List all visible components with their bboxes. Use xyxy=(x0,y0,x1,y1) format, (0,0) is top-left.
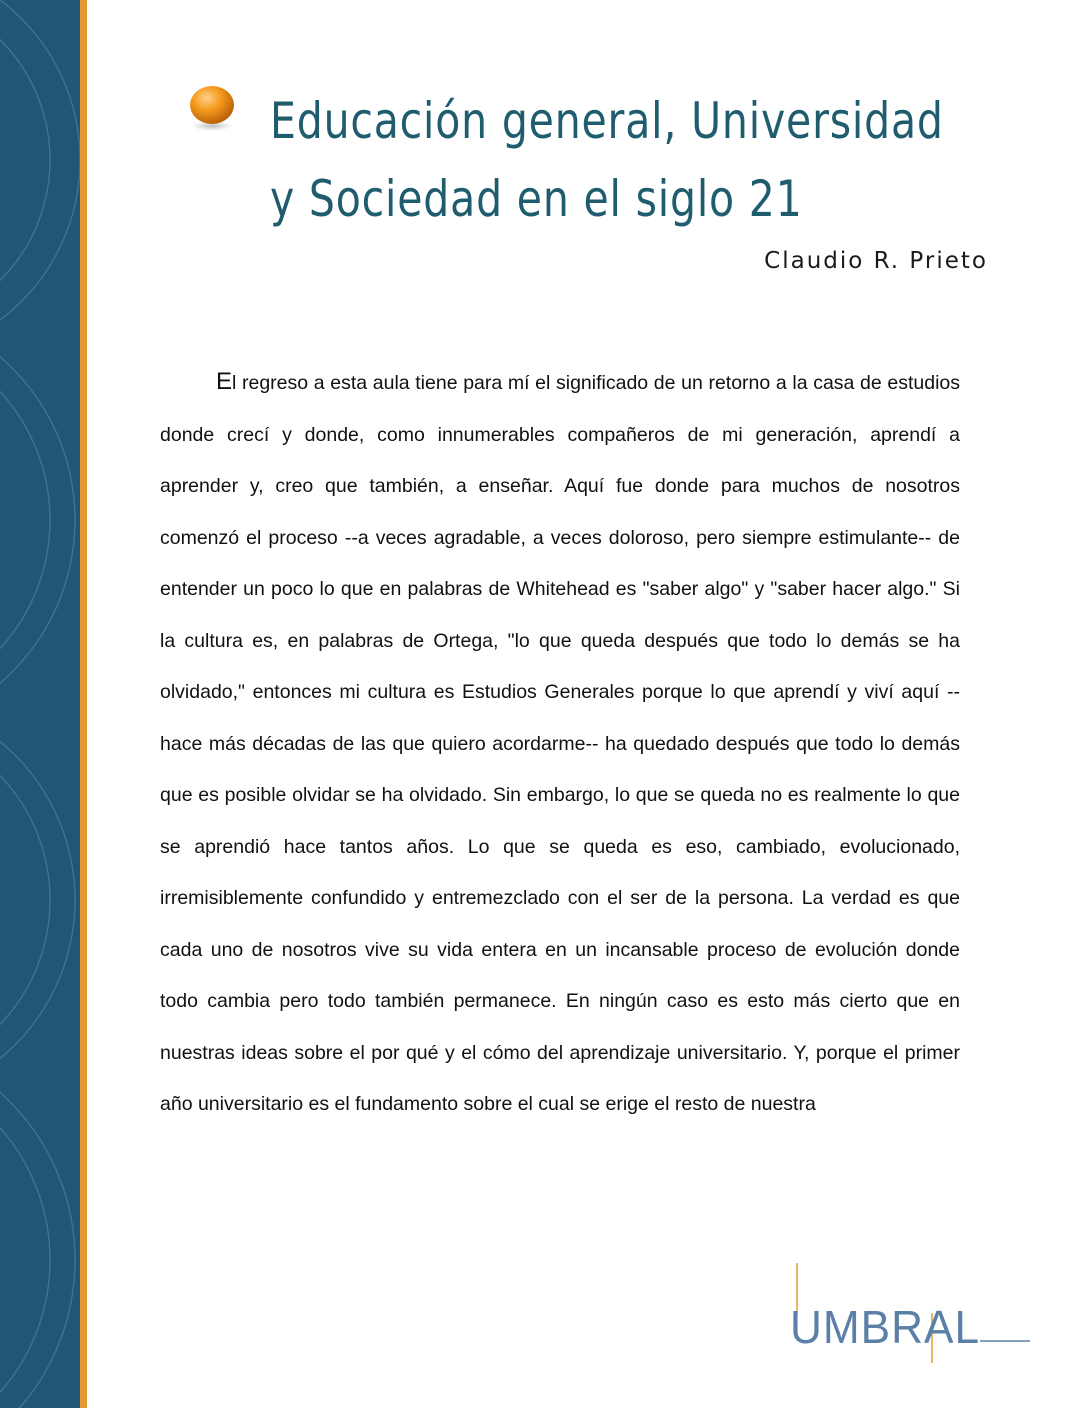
orange-sphere-icon xyxy=(185,80,239,134)
body-text: l regreso a esta aula tiene para mí el significado de un retorno a la casa de estudios donde crecí y donde, como innumerables compañeros de mi generación, aprendí a aprender y, creo que también, a enseñar. Aquí fue donde para muchos de nosotros comenzó el proceso --a veces agradable, a veces doloroso, pero siempre estimulante-- de entender un poco lo que en palabras de Whitehead es "saber algo" y "saber hacer algo." Si la cultura es, en palabras de Ortega, "lo que queda después que todo lo demás se ha olvidado," entonces mi cultura es Estudios Generales porque lo que aprendí y viví aquí --hace más décadas de las que quiero acordarme-- ha quedado después que todo lo demás que es posible olvidar se ha olvidado. Sin embargo, lo que se queda no es realmente lo que se aprendió hace tantos años. Lo que se queda es eso, cambiado, evolucionado, irremisiblemente confundido y entremezclado con el ser de la persona. La verdad es que cada uno de nosotros vive su vida entera en un incansable proceso de evolución donde todo cambia pero todo también permanece. En ningún caso es esto más cierto que en nuestras ideas sobre el por qué y el cómo del aprendizaje universitario. Y, porque el primer año universitario es el fundamento sobre el cual se erige el resto de nuestra xyxy=(160,372,960,1115)
svg-text:UMBRAL: UMBRAL xyxy=(790,1301,980,1353)
body-paragraph xyxy=(160,356,960,1131)
title-line-2: y Sociedad en el siglo 21 xyxy=(270,170,803,228)
decorative-side-stripe xyxy=(80,0,87,1408)
decorative-side-band xyxy=(0,0,80,1408)
author-name: Claudio R. Prieto xyxy=(764,248,988,274)
side-band-arcs xyxy=(0,0,80,1408)
umbral-logo xyxy=(790,1255,1040,1375)
body-dropcap: E xyxy=(216,368,233,395)
document-title xyxy=(270,82,944,238)
title-line-1: Educación general, Universidad xyxy=(270,92,944,150)
